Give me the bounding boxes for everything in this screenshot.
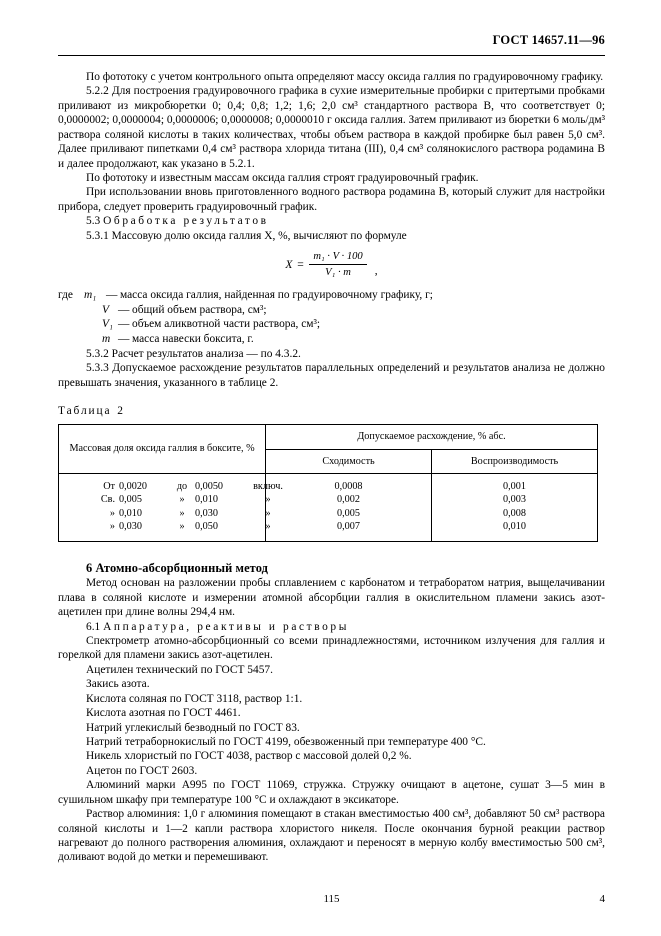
- paragraph-build-plot: По фототоку и известным массам оксида галлия строят градуировочный график.: [86, 171, 479, 184]
- legend-dash: —: [118, 332, 130, 345]
- reproducibility-value: 0,008: [503, 507, 526, 519]
- table-row: [81, 520, 271, 533]
- range-to: 0,0050: [195, 480, 224, 492]
- reproducibility-value: 0,003: [503, 494, 526, 506]
- range-from: 0,0020: [119, 480, 148, 492]
- reagent-item: Ацетон по ГОСТ 2603.: [86, 764, 198, 777]
- formula-trailing-comma: ,: [374, 265, 378, 278]
- paragraph-aluminium-chips: Алюминий марки А995 по ГОСТ 11069, стружка. Стружку очищают в ацетоне, сушат 3—5 мин в сушильном шкафу при температуре 100 °С и охлаждают в эксикаторе.: [58, 779, 605, 806]
- table-cell-reproducibility-values: [432, 473, 598, 541]
- reproducibility-value: 0,010: [503, 521, 526, 533]
- table-header-mass-fraction: Массовая доля оксида галлия в боксите, %: [59, 425, 266, 474]
- legend-text: масса навески боксита, г.: [132, 332, 254, 345]
- legend-symbol: V: [102, 303, 109, 316]
- legend-dash: —: [106, 288, 118, 301]
- range-prefix: »: [109, 521, 115, 533]
- table-header-divergence-group: Допускаемое расхождение, % абс.: [266, 425, 598, 449]
- footer-page-number: 115: [323, 893, 340, 905]
- range-to: 0,050: [195, 521, 218, 533]
- paragraph-spectrometer: Спектрометр атомно-абсорбционный со всеми принадлежностями, источником излучения для галлия и горелкой для пламени закись азот-ацетилен.: [58, 635, 605, 662]
- heading-6-1-number: 6.1: [86, 620, 101, 633]
- heading-5-3-number: 5.3: [86, 215, 101, 228]
- reagent-item: Кислота соляная по ГОСТ 3118, раствор 1:1.: [86, 692, 303, 705]
- table-caption-word: Таблица: [58, 404, 112, 417]
- formula-mass-fraction: [58, 250, 605, 280]
- reproducibility-value: 0,001: [503, 480, 526, 492]
- heading-6-1-title: Аппаратура, реактивы и растворы: [103, 620, 349, 633]
- range-suffix: »: [265, 521, 271, 533]
- reagent-item: Натрий тетраборнокислый по ГОСТ 4199, обезвоженный при температуре 400 °С.: [86, 735, 486, 748]
- running-header-standard-number: ГОСТ 14657.11—96: [492, 33, 605, 47]
- range-suffix: включ.: [253, 480, 283, 492]
- range-mid: »: [179, 521, 185, 533]
- range-mid: »: [179, 507, 185, 519]
- paragraph-5-3-3: 5.3.3 Допускаемое расхождение результатов параллельных определений и результатов анализа не должно превышать значения, указанного в таблице 2.: [58, 362, 605, 389]
- range-suffix: »: [265, 507, 271, 519]
- range-prefix: »: [109, 507, 115, 519]
- table-caption-number: 2: [117, 404, 123, 417]
- table-row: [81, 507, 271, 520]
- heading-5-3: [58, 214, 605, 228]
- repeatability-value: 0,005: [337, 507, 360, 519]
- legend-item: [58, 317, 605, 332]
- paragraph-5-3-2: 5.3.2 Расчет результатов анализа — по 4.3.2.: [86, 347, 301, 360]
- legend-item: [58, 332, 605, 347]
- range-to: 0,030: [195, 507, 218, 519]
- formula-numerator: m₁ · V · 100: [309, 250, 366, 265]
- reagent-item: Кислота азотная по ГОСТ 4461.: [86, 707, 241, 720]
- paragraph-check-plot: При использовании вновь приготовленного водного раствора родамина В, который служит для настройки прибора, следует проверить градуировочный график.: [58, 186, 605, 213]
- range-prefix: От: [103, 480, 115, 492]
- formula-lhs: X: [285, 257, 293, 271]
- table-cell-ranges: [59, 473, 283, 541]
- reagent-item: Натрий углекислый безводный по ГОСТ 83.: [86, 721, 300, 734]
- section-6-heading: 6 Атомно-абсорбционный метод: [86, 560, 269, 575]
- range-mid: »: [179, 494, 185, 506]
- allowable-divergence-table: [58, 424, 598, 541]
- header-rule: [58, 55, 605, 56]
- legend-symbol: m₁: [84, 288, 97, 301]
- range-from: 0,010: [119, 507, 142, 519]
- range-from: 0,005: [119, 494, 142, 506]
- table-header-reproducibility: Воспроизводимость: [432, 449, 598, 473]
- range-from: 0,030: [119, 521, 142, 533]
- range-mid: до: [176, 480, 188, 492]
- repeatability-value: 0,007: [337, 521, 360, 533]
- range-prefix: Св.: [100, 494, 115, 506]
- reagent-item: Закись азота.: [86, 678, 150, 691]
- legend-symbol: m: [102, 332, 111, 345]
- legend-dash: —: [118, 303, 130, 316]
- paragraph-5-3-1: 5.3.1 Массовую долю оксида галлия X, %, вычисляют по формуле: [86, 229, 407, 242]
- heading-6-1: [58, 620, 605, 634]
- legend-text: масса оксида галлия, найденная по градуировочному графику, г;: [120, 288, 433, 301]
- paragraph-method-principle: Метод основан на разложении пробы сплавлением с карбонатом и тетраборатом натрия, выщелачивании плава в соляной кислоте и измерении атомной абсорбции галлия в окислительном пламени закись азот-ацетилен при длине волны 294,4 нм.: [58, 577, 605, 619]
- formula-legend: [58, 288, 605, 347]
- footer-sheet-number: 4: [599, 893, 605, 905]
- repeatability-value: 0,002: [337, 494, 360, 506]
- legend-text: общий объем раствора, см³;: [132, 303, 267, 316]
- table-header-repeatability: Сходимость: [266, 449, 432, 473]
- legend-item: [58, 288, 605, 303]
- repeatability-value: 0,0008: [334, 480, 363, 492]
- paragraph-5-2-2: 5.2.2 Для построения градуировочного графика в сухие измерительные пробирки с притертыми пробками приливают из микробюретки 0; 0,4; 0,8; 1,2; 1,6; 2,0 см³ стандартного раствора В, что соответствует 0; 0,0000002; 0,0000004; 0,0000006; 0,0000008; 0,0000010 г оксида галлия. Затем приливают из бюретки 6 моль/дм³ раствора соляной кислоты в таких количествах, чтобы объем раствора в каждой пробирке был равен 5,0 см³. Далее приливают пипетками 0,4 см³ раствора хлорида титана (III), 0,4 см³ солянокислого раствора родамина В и далее продолжают, как указано в 5.2.1.: [58, 85, 605, 170]
- page-footer: [58, 893, 605, 909]
- reagent-item: Ацетилен технический по ГОСТ 5457.: [86, 663, 273, 676]
- page-content: [58, 70, 605, 865]
- table-row: [81, 493, 271, 506]
- legend-dash: —: [118, 318, 130, 331]
- formula-fraction: [309, 250, 366, 280]
- legend-symbol: V₁: [102, 318, 113, 331]
- paragraph-aluminium-solution: Раствор алюминия: 1,0 г алюминия помещают в стакан вместимостью 400 см³, добавляют 50 см³ раствора соляной кислоты и 1—2 капли раствора хлористого никеля. После окончания бурной реакции раствор нагревают до полного растворения алюминия, охлаждают и переносят в мерную колбу вместимостью 500 см³, доливают водой до метки и перемешивают.: [58, 808, 605, 864]
- table-row: [81, 480, 283, 493]
- table-header-row: [59, 425, 598, 449]
- formula-denominator: V₁ · m: [325, 267, 351, 279]
- legend-item: [58, 303, 605, 318]
- paragraph-photocurrent: По фототоку с учетом контрольного опыта определяют массу оксида галлия по градуировочному графику.: [86, 71, 604, 83]
- formula-equals: =: [296, 257, 305, 271]
- legend-text: объем аликвотной части раствора, см³;: [132, 318, 321, 331]
- range-to: 0,010: [195, 494, 218, 506]
- range-suffix: »: [265, 494, 271, 506]
- table-body-row: [59, 473, 598, 541]
- table-caption: [58, 404, 605, 418]
- legend-where-label: где: [58, 288, 73, 301]
- reagent-item: Никель хлористый по ГОСТ 4038, раствор с массовой долей 0,2 %.: [86, 750, 412, 763]
- heading-5-3-title: Обработка результатов: [103, 215, 269, 228]
